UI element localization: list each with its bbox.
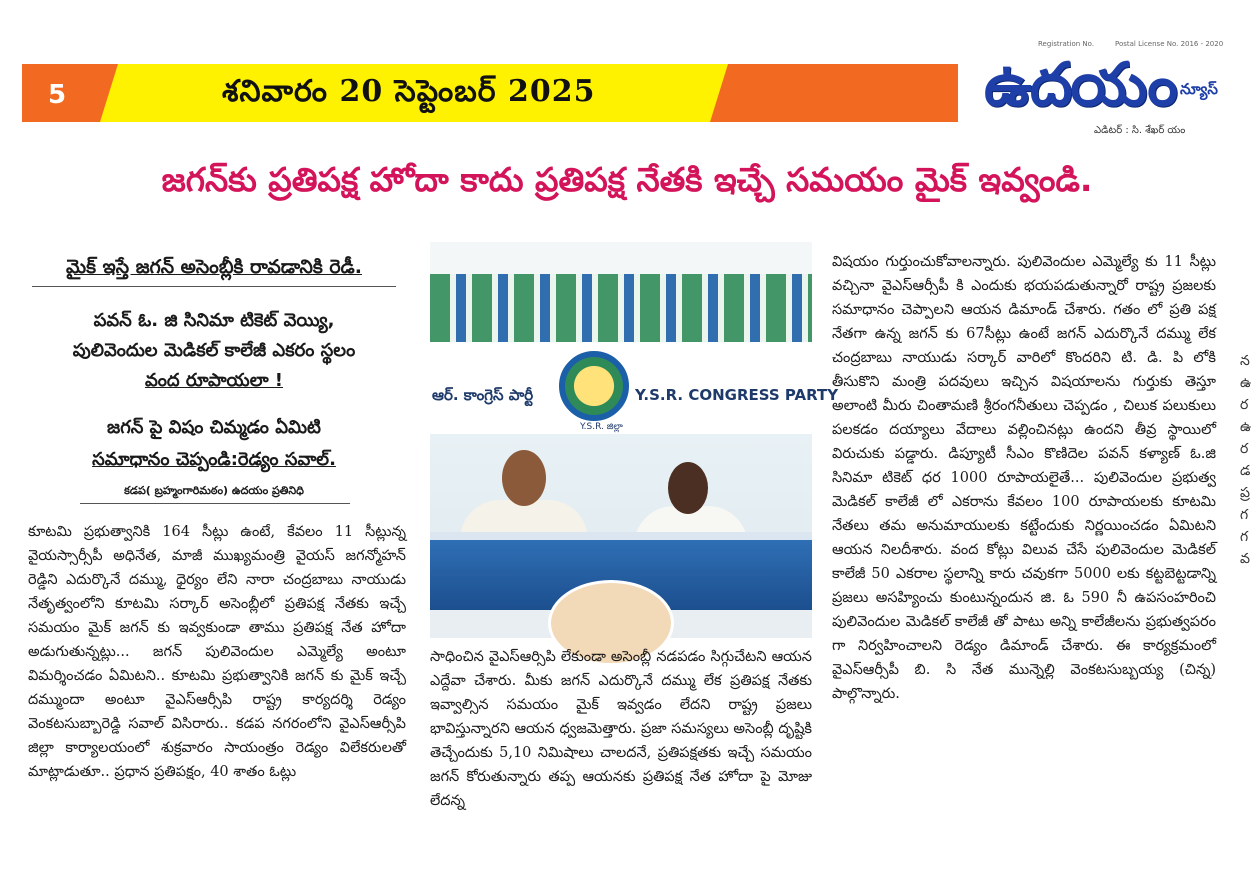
subhead-3-line-2: సమాధానం చెప్పండి:రెడ్యం సవాల్. — [92, 449, 336, 470]
subhead-1: మైక్ ఇస్తే జగన్ అసెంబ్లీకి రావడానికి రెడీ. — [66, 256, 362, 278]
article-column-1: కూటమి ప్రభుత్వానికి 164 సీట్లు ఉంటే, కేవలం 11 సీట్లున్న వైయస్సార్సీపీ అధినేత, మాజీ ముఖ్యమంత్రి వైయస్ జగన్మోహన్ రెడ్డిని ఎదుర్కొనే దమ్ము, ధైర్యం లేని నారా చంద్రబాబు నాయుడు నేతృత్వంలోని కూటమి సర్కార్ అసెంబ్లీలో ప్రతిపక్ష నేతకు ఇచ్చే సమయం మైక్ జగన్ కు ఇవ్వకుండా తాము ప్రతిపక్ష నేత హోదా అడుగుతున్నట్లు... జగన్ పులివెందుల ఎమ్మెల్యే అంటూ విమర్శించడం ఏమిటని.. కూటమి ప్రభుత్వానికి జగన్ కు మైక్ ఇచ్చే దమ్ముందా అంటూ వైఎస్ఆర్సీపి రాష్ట్ర కార్యదర్శి రెడ్యం వెంకటసుబ్బారెడ్డి సవాల్ విసిరారు.. కడప నగరంలోని వైఎస్ఆర్సీపి జిల్లా కార్యాలయంలో శుక్రవారం సాయంత్రం రెడ్యం విలేకరులతో మాట్లాడుతూ.. ప్రధాన ప్రతిపక్షం, 40 శాతం ఓట్లు — [28, 524, 406, 780]
issue-date: శనివారం 20 సెప్టెంబర్ 2025 — [222, 74, 596, 109]
subhead-2-line-2: పులివెందుల మెడికల్ కాలేజీ ఎకరం స్థలం — [72, 340, 356, 361]
photo-banner — [430, 274, 812, 352]
subhead-2 — [32, 306, 396, 396]
subhead-3 — [32, 412, 396, 476]
logo-news: న్యూస్ — [1180, 80, 1218, 98]
logo-text: ఉదయం — [984, 50, 1176, 120]
board-text-english: Y.S.R. CONGRESS PARTY — [635, 386, 839, 404]
party-emblem — [556, 348, 632, 424]
newspaper-logo — [984, 50, 1244, 136]
board-text-telugu: ఆర్. కాంగ్రెస్ పార్టీ — [432, 386, 534, 404]
subhead-3-line-1: జగన్ పై విషం చిమ్మడం ఏమిటి — [107, 417, 321, 438]
press-meet-photo — [430, 242, 839, 638]
main-headline: జగన్‌కు ప్రతిపక్ష హోదా కాదు ప్రతిపక్ష నేతకి ఇచ్చే సమయం మైక్ ఇవ్వండి. — [161, 160, 1093, 199]
registration-note: Registration No. — [1038, 40, 1095, 48]
page-number: 5 — [48, 80, 67, 110]
dateline: కడప( బ్రహ్మంగారిమఠం) ఉదయం ప్రతినిధి — [124, 484, 304, 497]
rule-1 — [32, 286, 396, 287]
postal-license-note: Postal License No. 2016 - 2020 — [1115, 40, 1224, 48]
emblem-tag: Y.S.R. జిల్లా — [580, 422, 623, 432]
rule-2 — [80, 503, 350, 504]
article-column-2: సాధించిన వైఎస్ఆర్సిపి లేకుండా అసెంబ్లీ నడపడం సిగ్గుచేటని ఆయన ఎద్దేవా చేశారు. మీకు జగన్ ఎదుర్కొనే దమ్ము లేక ప్రతిపక్ష నేతకు ఇవ్వాల్సిన సమయం మైక్ ఇవ్వడం లేదని రాష్ట్ర ప్రజలు భావిస్తున్నారని ఆయన ధ్వజమెత్తారు. ప్రజా సమస్యలు అసెంబ్లీ దృష్టికి తెచ్చేందుకు 5,10 నిమిషాలు చాలదనే, ప్రతిపక్షతకు ఇచ్చే సమయం జగన్ కోరుతున్నారు తప్ప ఆయనకు ప్రతిపక్ష నేత హోదా పై మోజు లేదన్న — [430, 649, 812, 809]
cropped-next-column: న ఉ ర ఉ ర డ ప్ర గ గ వ — [1240, 353, 1252, 567]
speaker-head — [502, 450, 546, 506]
subhead-2-line-3: వంద రూపాయలా ! — [144, 370, 284, 391]
subhead-2-line-1: పవన్ ఓ. జి సినిమా టికెట్ వెయ్యి, — [93, 310, 335, 331]
article-column-3: విషయం గుర్తుంచుకోవాలన్నారు. పులివెందుల ఎమ్మెల్యే కు 11 సీట్లు వచ్చినా వైఎస్ఆర్సీపీ కి ఎందుకు భయపడుతున్నారో రాష్ట్ర ప్రజలకు సమాధానం చెప్పాలని ఆయన డిమాండ్ చేశారు. గతం లో ప్రతి పక్ష నేతగా ఉన్న జగన్ కు 67సీట్లు ఉంటే జగన్ ఎదుర్కొనే దమ్ము లేక చంద్రబాబు నాయుడు సర్కార్ వారిలో కొందరిని టి. డి. పి లోకి తీసుకొని మంత్రి పదవులు ఇచ్చిన విషయాలను గుర్తుకు తెస్తూ అలాంటి మీరు చింతామణి శ్రీరంగనీతులు చెప్పడం , చిలుక పలుకులు పలకడం దయ్యాలు వేదాలు వల్లించినట్లు ఉందని తీవ్ర స్థాయిలో విరుచుకు పడ్డారు. డిప్యూటీ సీఎం కొణిదెల పవన్ కళ్యాణ్ ఓ.జి సినిమా టికెట్ ధర 1000 రూపాయలైతే... పులివెందుల ప్రభుత్వ మెడికల్ కాలేజీ లో ఎకరాను కేవలం 100 రూపాయలకు కూటమి నేతలు తమ అనుమాయులకు కట్టేందుకు నిర్ణయించడం ఏమిటని ఆయన నిలదీశారు. వంద కోట్లు విలువ చేసే పులివెందుల మెడికల్ కాలేజీ 50 ఎకరాల స్థలాన్ని కారు చవుకగా 5000 లకు కట్టబెట్టడాన్ని ప్రజలు అసహ్యించు కుంటున్నందున జి. ఓ 590 నీ ఉపసంహరించి పులివెందుల మెడికల్ కాలేజీ తో పాటు అన్ని కాలేజీలను ప్రభుత్వపరం గా నిర్వహించాలని రెడ్యం డిమాండ్ చేశారు. ఈ కార్యక్రమంలో వైఎస్ఆర్సీపీ బి. సి నేత మున్నెల్లి వెంకటసుబ్బయ్య (చిన్న) పాల్గొన్నారు. — [832, 254, 1216, 702]
date-band — [22, 64, 958, 122]
attendee-head — [668, 462, 708, 514]
editor-line: ఎడిటర్ : సి. శేఖర్ యం — [1094, 125, 1186, 136]
